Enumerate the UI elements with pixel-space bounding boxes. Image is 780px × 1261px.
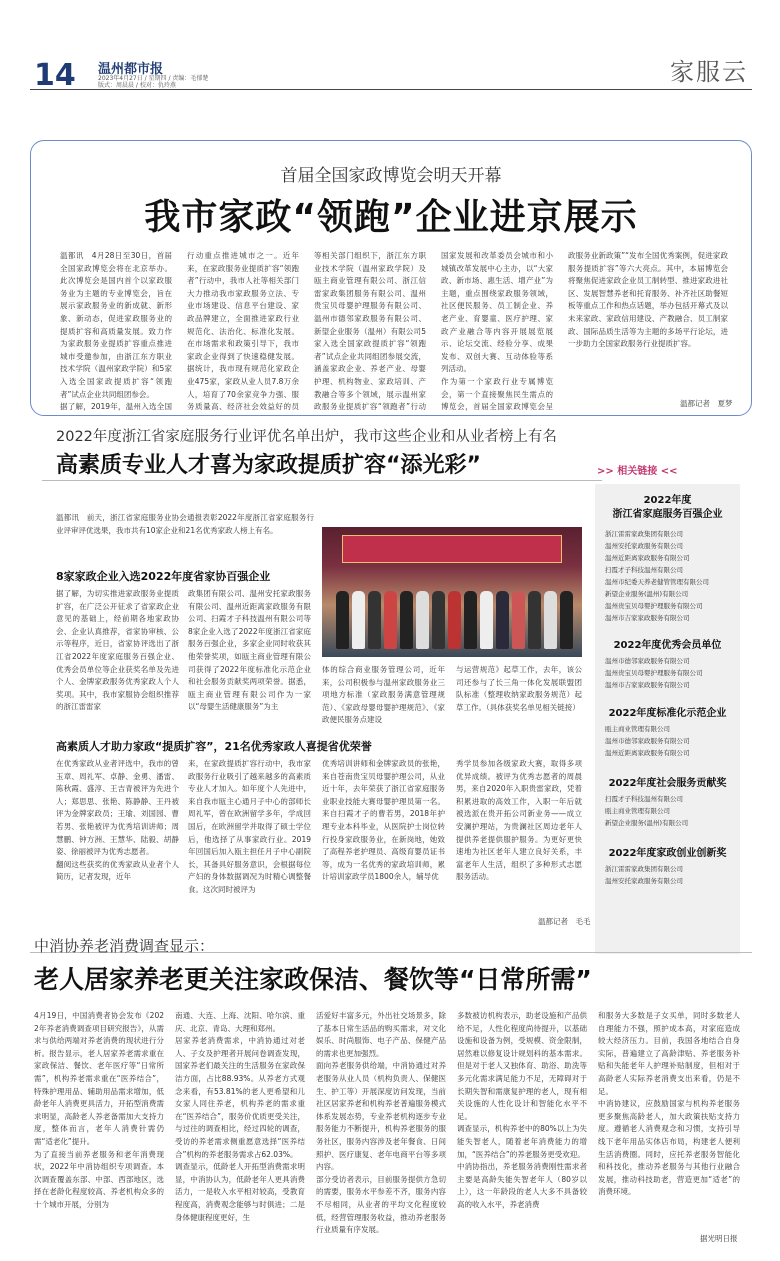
related-item: 温州市纪委天养老健管管理有限公司 <box>605 578 709 586</box>
story2-sec2-col4: 秀学员参加各级家政大赛，取得多项优异成绩。被评为优秀志愿者的周晨男，来自2020年入职贵雷家政，凭着积累进取的高效工作，入职一年后就被选派在贵开拓公司新业务——成立安澜护理站，为贵澜社区周边老年人提供养老提供服护服务。为更好更快速地为社区老年人建立良好关系，丰富老年人生活，组织了多种形式志愿服务活动。 <box>456 759 582 882</box>
story2-sec1-col1: 据了解，为切实推进家政服务业提质扩容，在广泛公开征求了省家政企业意见的基础上，经前期各地家政协会、企业认真推荐，省家协审核、公示等程序，近日，省家协评选出了浙江省2022年度家庭服务百强企业、优秀会员单位等企业获奖名单及先进个人、金牌家政服务优秀家政人个人奖项。其中，我市家服协会组织推荐的浙江雷雷家 <box>56 589 179 712</box>
related-item: 温州市吉家家政服务有限公司 <box>605 614 690 622</box>
related-item: 浙江雷雷家政集团有限公司 <box>605 530 683 538</box>
related-item: 温州安托家政服务有限公司 <box>605 542 683 550</box>
photo-figure <box>400 591 413 649</box>
photo-figure <box>512 591 525 649</box>
photo-figure <box>464 591 477 649</box>
related-item: 瓯主商业管理有限公司 <box>605 725 670 733</box>
story2-kicker: 2022年度浙江省家庭服务行业评优名单出炉，我市这些企业和从业者榜上有名 <box>56 429 557 445</box>
story2-headline: 高素质专业人才喜为家政提质扩容“添光彩” <box>56 453 481 478</box>
story2-sec2-col1: 在优秀家政从业者评选中，我市的曾玉章、周礼军、卓静、金勇、潘雷、陈秋霞、盛淳、王吉青被评为先进个人；郑思思、张艳、陈静静、王丹被评为金牌家政员；王瑜、刘国园、曹若男、张艳被评为优秀培训讲师；周慧鹏、钟方洲、王慧华、陆毅、胡静姿、徐丽被评为优秀志愿者。 翻阅这些获奖的优秀家政从业者个人简历，记者发现，近年 <box>56 759 179 882</box>
story2-sec1-col4: 与运营规范》起草工作，去年，该公司还参与了长三角一体化发展联盟团队标准（整理收纳家政服务规范）起草工作。（具体获奖名单见相关链接） <box>456 665 582 712</box>
section-title: 家服云 <box>670 58 748 86</box>
related-item: 温州近距离家政服务有限公司 <box>605 554 690 562</box>
story1-col2: 行动重点推进城市之一。近年来，在家政服务业提质扩容“领跑者”行动中，我市人社等相关部门大力推动我市家政服务立法、专业市场建设、信息平台建设、家政品牌建立，全面推进家政行业规范化、法治化、标准化发展。在市场需求和政策引导下，我市家政企业得到了快速稳健发展。据统计，我市现有规范化家政企业475家，家政从业人员7.8万余人，培育了70余家竞争力强、服务质量高、经济社会效益好的员 <box>187 251 299 412</box>
story2-sec1-col2: 政集团有限公司、温州安托家政服务有限公司、温州近距离家政服务有限公司、扫霞才子科技温州有限公司等8家企业入选了2022年度浙江省家庭服务百强企业，多家企业同时收获其他荣誉奖项，如瓯主商业管理有限公司获得了2022年度标准化示范企业和社会服务贡献奖两项荣誉。据悉，瓯主商业管理有限公司作为一家以“母婴生活健康服务”为主 <box>188 589 311 712</box>
story2-subhead-1: 8家家政企业入选2022年度省家协百强企业 <box>56 570 271 583</box>
page-number: 14 <box>34 58 76 93</box>
related-item: 瓯主商业管理有限公司 <box>605 807 670 815</box>
photo-banner <box>342 535 562 563</box>
related-links-title: >> 相关链接 << <box>597 466 678 477</box>
related-item: 温州市德邻家政服务有限公司 <box>605 657 690 665</box>
issue-info <box>98 75 208 89</box>
story3-byline: 据光明日报 <box>700 1234 738 1243</box>
photo-figure <box>496 591 509 649</box>
story1-kicker: 首届全国家政博览会明天开幕 <box>280 166 502 186</box>
story3-headline: 老人居家养老更关注家政保洁、餐饮等“日常所需” <box>34 965 592 994</box>
related-group-heading: 2022年度标准化示范企业 <box>608 708 727 719</box>
photo-figure <box>416 591 429 649</box>
related-links-box <box>595 484 740 954</box>
related-item: 温州市德邻家政服务有限公司 <box>605 737 690 745</box>
story1-headline: 我市家政“领跑”企业进京展示 <box>144 197 638 238</box>
related-item: 温州贵宝贝母婴护理服务有限公司 <box>605 669 703 677</box>
story2-sec2-col3: 优秀培训讲师和金牌家政员的张艳，来自苍南贵宝贝母婴护理公司，从业近十年，去年荣获了浙江省家庭服务业职业技能大赛母婴护理员第一名。来自扫霞才子的曹若男，2018年护理专业本科毕业，从医院护士岗位转行投身家政服务业，在新岗地，她致了高程养老护理员、高级育婴员证书等，成为一名优秀的家政培训师，累计培训家政学员1800余人，辅导优 <box>322 759 445 882</box>
story1-col3: 等相关部门组织下，浙江东方职业技术学院（温州家政学院）及瓯主商业管理有限公司、浙江信雷家政集团服务有限公司、温州贵宝贝母婴护理服务有限公司、温州市德邻家政服务有限公司、新望企业服务（温州）有限公司5家入选全国家政提质扩容“领跑者”试点企业共同组团参展交流，涵盖家政企业、养老产业、母婴护理、机构物业、家政培训、产教融合等多个领域，展示温州家政服务业提质扩容“领跑者”行动 <box>314 251 426 412</box>
story2-lead: 温都讯 前天，浙江省家庭服务业协会通报表彰2022年度浙江省家庭服务行业评审评优选果，我市共有10家企业和21名优秀家政人榜上有名。 <box>56 513 314 535</box>
related-item: 新望企业服务(温州)有限公司 <box>605 819 689 827</box>
photo-figure <box>448 591 461 649</box>
story3-kicker: 中消协养老消费调查显示： <box>34 937 215 955</box>
story1-col4: 国家发展和改革委员会城市和小城镇改革发展中心主办，以“大家政、新市场、惠生活、增产业”为主题，重点围绕家政服务领域，社区便民服务、员工制企业、养老产业、育婴童、医疗护理、家政产业融合等内容开展展览展示、论坛交流、经验分享、成果发布、双创大赛、互动体验等系列活动。 作为第一个家政行业专属博览会，第一个直接聚焦民生需点的博览会，首届全国家政博览会呈 <box>441 251 553 412</box>
issue-date: 2023年4月27日 / 星期四 / 责编：毛郁楚 <box>98 75 209 82</box>
story2-sec1-col3: 体的综合商业服务管理公司，近年来，公司积极参与温州家政服务业三项地方标准（家政服务满意管理规范）、《家政母婴母婴护理规范》、《家政便民服务点建设 <box>322 665 445 724</box>
story2-sec2-col2: 来，在家政提质扩容行动中，我市家政服务行业吸引了越来越多的高素质专业人才加入。如年度个人先进中，来自我市瓯主心通月子中心的部师长周礼军，曾在欧洲留学多年，学成回国后，在欧洲留学并取得了硕士学位后，他选择了从事家政行业。2019年回国后加入瓯主担任月子中心副院长，其备具好服务意识，会根据每位产妇的身体数据调况为时精心调整餐食。这次同时被评为 <box>188 759 311 894</box>
story3-col3: 活爱好丰富多元，外出社交场景多，除了基本日常生活品的购买需求，对文化娱乐、时尚服饰、电子产品、保健产品的需求也更加强烈。 面向养老服务供给端，中消协通过对养老服务从业人员（机构负责人、保健医生、护工等）开展深度访问发现，当前社区居家养老和机构养老普遍服务模式体系发展态势，专业养老机构逐步专业服务能力不断提升，机构养老服务的服务社区，服务内容涉及老年餐食、日间照护、医疗康复、老年电商平台等多项内容。 部分受访者表示，目前服务提供方急切的需要，服务水平参差不齐，服务内容不尽相同，从业者的平均文化程度较低，经营管理服务收益，推动养老服务行业质量有序发展。 <box>316 1011 446 1235</box>
story1-col1: 温都讯 4月28日至30日，首届全国家政博览会将在北京举办。此次博览会是国内首个以家政服务业为主题的专业博览会，旨在展示家政服务业的新成就、新形象、新动态，促进家政服务业的提质扩容和高质量发展。致力作为家政服务业提质扩容重点推进城市受邀参加，由浙江东方职业技术学院（温州家政学院）和5家入选全国家政提质扩容“领跑者”试点企业共同组团参会。 据了解，2019年，温州入选全国 <box>60 251 172 412</box>
photo-figure <box>432 591 445 649</box>
photo-figure <box>560 591 573 649</box>
masthead <box>30 48 752 93</box>
story3-col4: 多数被访机构表示，助老设施和产品供给不足，人性化程度尚待提升，以基础设施和设备为例，受规模、资金限制，居然难以修复设计规划科的基本需求。但是对于老人又独体育、助浴、助洗等多元化需求满足能力不足，无障碍对于长期失智和需康复护理的老人，现有相关设施的人性化设计和智能化水平不足。 调查显示，机构养老中的80%以上为失能失智老人，随着老年消费能力的增加，“医养结合”的养老服务更受欢迎。 中消协指出，养老服务消费刚性需求者主要是高龄失能失智老年人（80岁以上），这一年龄段的老人大多不具备较高的收入水平，养老消费 <box>457 1011 587 1209</box>
related-item: 温州近距离家政服务有限公司 <box>605 749 690 757</box>
related-item: 扫霞才子科技温州有限公司 <box>605 566 683 574</box>
related-group-heading: 2022年度社会服务贡献奖 <box>608 778 727 789</box>
related-group-heading: 2022年度优秀会员单位 <box>613 640 722 651</box>
related-item: 浙江雷雷家政集团有限公司 <box>605 865 683 873</box>
story1-col5: 政服务业新政策”“发布全国优秀案例，促进家政服务提质扩容”等六大亮点。其中，本届博览会将聚焦促进家政企业员工制转型、推进家政进社区、发展智慧养老和托育服务、补齐社区助餐短板等重点工作和热点话题，举办包括开幕式及以未来家政、家政信用建设、产教融合、员工制家政、国际品质生活等为主题的多场平行论坛，进一步助力全国家政服务行业提质扩容。 <box>568 251 728 349</box>
photo-figure <box>544 591 557 649</box>
story3-col2: 南通、大连、上海、沈阳、哈尔滨、重庆、北京、青岛、大理和郑州。 居家养老消费需求，中消协通过对老人、子女及护理者开展问卷调查发现，国家养老们最关注的生活服务在家政保洁方面，占比88.93%。从养老方式观念来看，有53.81%的老人更希望和儿女家人同住养老，机构养老的需求重在“医养结合”，服务价优质更受关注，与过往的调查相比，经过四轮的调查，受访的养老需求侧重愿意选择“医养结合”机构的养老服务需求占62.03%。 调查显示，低龄老人开拓型消费需求明显，中消协认为，低龄老年人更具消费活力，一是收入水平相对较高，受教育程度高，消费观念能够与时俱进；二是身体健康程度更好，生 <box>175 1011 305 1222</box>
issue-editors: 版式：周晨晨 / 校对：仇玲燕 <box>98 82 176 89</box>
related-group-heading: 2022年度家政创业创新奖 <box>608 848 727 859</box>
photo-figure <box>528 591 541 649</box>
award-ceremony-photo <box>322 527 582 657</box>
related-item: 温州贵宝贝母婴护理服务有限公司 <box>605 602 703 610</box>
photo-figure <box>352 591 365 649</box>
related-item: 温州安托家政服务有限公司 <box>605 877 683 885</box>
related-group-heading: 2022年度 浙江省家庭服务百强企业 <box>612 495 723 520</box>
newspaper-logo: 温州都市报 <box>98 62 164 77</box>
related-item: 新望企业服务(温州)有限公司 <box>605 590 689 598</box>
photo-figure <box>384 591 397 649</box>
related-item: 扫霞才子科技温州有限公司 <box>605 795 683 803</box>
story1-byline: 温都记者 夏梦 <box>680 399 733 408</box>
story2-byline: 温都记者 毛毛 <box>538 917 591 926</box>
story3-col1: 4月19日，中国消费者协会发布《2022年养老消费调查项目研究报告》，从需求与供给两端对养老消费的现状进行分析。报告显示，老人居家养老需求重在家政保洁、餐饮、老年医疗等“日常所需”，机构养老需求重在“医养结合”，特殊护理用品、辅助用品需求增加，低龄老年人消费更具活力，开拓型消费需求明显，高龄老人养老备需加大支持力度，整体而言，老年人消费针需仍需“适老化”提升。 为了直接当前养老服务和老年消费现状，2022年中消协组织专项调查。本次调查覆盖东部、中部、西部地区，选择在老龄化程度较高、养老机构众多的十个城市开展，分别为 <box>34 1011 164 1209</box>
photo-figure <box>336 591 349 649</box>
photo-figure <box>368 591 381 649</box>
photo-figure <box>480 591 493 649</box>
story2-subhead-2: 高素质人才助力家政“提质扩容”，21名优秀家政人喜提省优荣誉 <box>56 740 372 753</box>
story3-col5: 和服务大多数是子女买单，同时多数老人自理能力不强，照护成本高，对家庭造成较大经济压力。目前，我国各地结合自身实际，普遍建立了高龄津贴、养老服务补贴和失能老年人护理补贴制度，但相对于高龄老人实际养老消费支出来看，仍是不足。 中消协建议，应鼓励国家与机构养老服务更多聚焦高龄老人，加大政策扶贴支持力度。遵循老人消费观念和习惯，支持引导线下老年用品实体店布局，构建老人便利生活消费圈。同时，应托养老服务智能化和科技化，推动养老服务与其他行业融合发展，推动科技助老，营造更加“适老”的消费环境。 <box>598 1011 740 1197</box>
story2-rule <box>42 480 602 481</box>
related-item: 温州市吉家家政服务有限公司 <box>605 681 690 689</box>
